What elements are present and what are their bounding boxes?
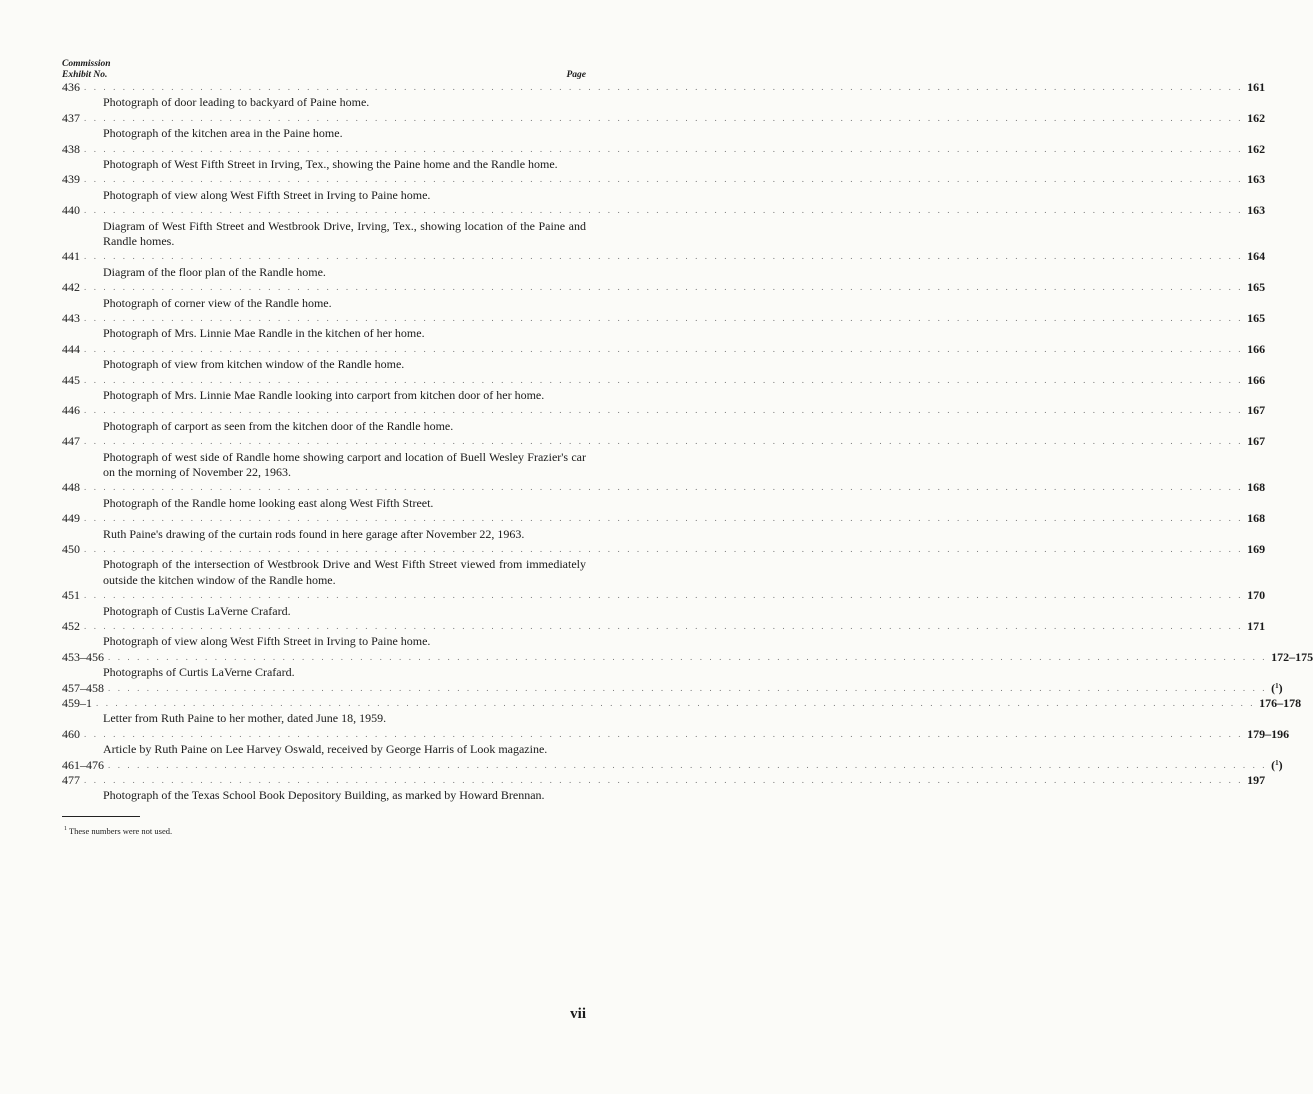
page-reference: 165 (1247, 280, 1266, 295)
exhibit-number-line (62, 310, 1266, 326)
exhibit-number: 453–456 (62, 649, 104, 664)
page-reference: 169 (1247, 541, 1266, 556)
exhibit-number-line (62, 726, 1290, 742)
page-reference: 167 (1247, 403, 1266, 418)
exhibit-number: 459–1 (62, 695, 92, 710)
dot-leader: . . . . . . . . . . . . . . . . . . . . . . . . . . . . . . . . . . . . . . . . . . . . . . . . . . . . . . . . . . . . . . . . . . . . . . . . . . . . . . . . . . . . . . . . . . . . . . . . . . . . . . . . . . . . . . . . . . . . . . . . (84, 312, 1244, 323)
dot-leader: . . . . . . . . . . . . . . . . . . . . . . . . . . . . . . . . . . . . . . . . . . . . . . . . . . . . . . . . . . . . . . . . . . . . . . . . . . . . . . . . . . . . . . . . . . . . . . . . . . . . . . . . . . . . . . . . . . . . . . . . (108, 759, 1268, 770)
dot-leader: . . . . . . . . . . . . . . . . . . . . . . . . . . . . . . . . . . . . . . . . . . . . . . . . . . . . . . . . . . . . . . . . . . . . . . . . . . . . . . . . . . . . . . . . . . . . . . . . . . . . . . . . . . . . . . . . . . . . . . . . (108, 651, 1268, 662)
exhibit-description: Letter from Ruth Paine to her mother, dated June 18, 1959. (103, 711, 387, 726)
exhibit-number-line (62, 280, 1266, 295)
dot-leader: . . . . . . . . . . . . . . . . . . . . . . . . . . . . . . . . . . . . . . . . . . . . . . . . . . . . . . . . . . . . . . . . . . . . . . . . . . . . . . . . . . . . . . . . . . . . . . . . . . . . . . . . . . . . . . . . . . . . . . . . (84, 405, 1244, 416)
dot-leader: . . . . . . . . . . . . . . . . . . . . . . . . . . . . . . . . . . . . . . . . . . . . . . . . . . . . . . . . . . . . . . . . . . . . . . . . . . . . . . . . . . . . . . . . . . . . . . . . . . . . . . . . . . . . . . . . . . . . . . . . (84, 282, 1244, 293)
exhibit-description: Photograph of view along West Fifth Street in Irving to Paine home. (103, 634, 431, 649)
dot-leader: . . . . . . . . . . . . . . . . . . . . . . . . . . . . . . . . . . . . . . . . . . . . . . . . . . . . . . . . . . . . . . . . . . . . . . . . . . . . . . . . . . . . . . . . . . . . . . . . . . . . . . . . . . . . . . . . . . . . . . . . (84, 143, 1244, 154)
dot-leader: . . . . . . . . . . . . . . . . . . . . . . . . . . . . . . . . . . . . . . . . . . . . . . . . . . . . . . . . . . . . . . . . . . . . . . . . . . . . . . . . . . . . . . . . . . . . . . . . . . . . . . . . . . . . . . . . . . . . . . . . (84, 774, 1244, 785)
page-reference: 171 (1247, 618, 1266, 633)
exhibit-number-line (62, 757, 1283, 773)
exhibit-description: Photograph of view along West Fifth Street in Irving to Paine home. (103, 187, 431, 202)
exhibit-description: Photograph of carport as seen from the kitchen door of the Randle home. (103, 418, 454, 433)
exhibit-number-line (62, 403, 1266, 418)
exhibit-description: Diagram of the floor plan of the Randle home. (103, 264, 326, 279)
exhibit-description: Photograph of door leading to backyard of Paine home. (103, 95, 370, 110)
exhibit-number-line (62, 249, 1266, 264)
column-header (62, 52, 586, 80)
exhibit-description: Ruth Paine's drawing of the curtain rods found in here garage after November 22, 1963. (103, 526, 525, 541)
page-reference: 165 (1247, 310, 1266, 325)
exhibit-number: 441 (62, 249, 80, 264)
exhibit-description: Photograph of Custis LaVerne Crafard. (103, 603, 291, 618)
page-reference: 168 (1247, 511, 1266, 526)
exhibit-entry (62, 541, 1266, 588)
page-reference: 162 (1247, 141, 1266, 156)
exhibit-number-line (62, 618, 1266, 634)
dot-leader: . . . . . . . . . . . . . . . . . . . . . . . . . . . . . . . . . . . . . . . . . . . . . . . . . . . . . . . . . . . . . . . . . . . . . . . . . . . . . . . . . . . . . . . . . . . . . . . . . . . . . . . . . . . . . . . . . . . . . . . . (84, 543, 1244, 554)
exhibit-description: Photograph of Mrs. Linnie Mae Randle looking into carport from kitchen door of her home. (103, 387, 545, 402)
page-reference: 162 (1247, 110, 1266, 125)
exhibit-number-line (62, 511, 1266, 526)
exhibit-entry (62, 249, 1266, 280)
exhibit-number: 437 (62, 110, 80, 125)
exhibit-entry (62, 403, 1266, 434)
page-reference: ($^1$) (1271, 757, 1283, 772)
page-reference: 163 (1247, 172, 1266, 187)
exhibit-number: 449 (62, 511, 80, 526)
exhibit-number: 440 (62, 203, 80, 218)
page (62, 52, 1313, 837)
exhibit-column-heading (62, 59, 111, 80)
exhibit-description: Photograph of Mrs. Linnie Mae Randle in the kitchen of her home. (103, 326, 425, 341)
dot-leader: . . . . . . . . . . . . . . . . . . . . . . . . . . . . . . . . . . . . . . . . . . . . . . . . . . . . . . . . . . . . . . . . . . . . . . . . . . . . . . . . . . . . . . . . . . . . . . . . . . . . . . . . . . . . . . . . . . . . . . . . (84, 205, 1244, 216)
exhibit-number: 448 (62, 480, 80, 495)
exhibit-number: 457–458 (62, 680, 104, 695)
exhibit-description: Photograph of the Randle home looking east along West Fifth Street. (103, 495, 434, 510)
dot-leader: . . . . . . . . . . . . . . . . . . . . . . . . . . . . . . . . . . . . . . . . . . . . . . . . . . . . . . . . . . . . . . . . . . . . . . . . . . . . . . . . . . . . . . . . . . . . . . . . . . . . . . . . . . . . . . . . . . . . . . . . (84, 251, 1244, 262)
exhibit-entry (62, 772, 1266, 804)
exhibit-entry (62, 110, 1266, 142)
exhibit-description: Article by Ruth Paine on Lee Harvey Oswald, received by George Harris of Look magazine. (103, 742, 548, 757)
exhibit-number-line (62, 434, 1266, 449)
exhibit-number-line (62, 372, 1266, 388)
dot-leader: . . . . . . . . . . . . . . . . . . . . . . . . . . . . . . . . . . . . . . . . . . . . . . . . . . . . . . . . . . . . . . . . . . . . . . . . . . . . . . . . . . . . . . . . . . . . . . . . . . . . . . . . . . . . . . . . . . . . . . . . (84, 343, 1244, 354)
page-reference: 167 (1247, 434, 1266, 449)
exhibit-number: 452 (62, 618, 80, 633)
exhibit-number-line (62, 141, 1266, 157)
heading-line-1: Commission (62, 59, 111, 69)
exhibit-list (62, 79, 1313, 804)
page-reference: ($^1$) (1271, 680, 1283, 695)
exhibit-entry (62, 341, 1266, 373)
dot-leader: . . . . . . . . . . . . . . . . . . . . . . . . . . . . . . . . . . . . . . . . . . . . . . . . . . . . . . . . . . . . . . . . . . . . . . . . . . . . . . . . . . . . . . . . . . . . . . . . . . . . . . . . . . . . . . . . . . . . . . . . (108, 682, 1268, 693)
exhibit-number: 445 (62, 372, 80, 387)
page-reference: 166 (1247, 372, 1266, 387)
exhibit-entry (62, 511, 1266, 542)
exhibit-number: 444 (62, 341, 80, 356)
exhibit-number: 447 (62, 434, 80, 449)
exhibit-number-line (62, 649, 1313, 665)
exhibit-number: 451 (62, 588, 80, 603)
exhibit-number: 460 (62, 726, 80, 741)
dot-leader: . . . . . . . . . . . . . . . . . . . . . . . . . . . . . . . . . . . . . . . . . . . . . . . . . . . . . . . . . . . . . . . . . . . . . . . . . . . . . . . . . . . . . . . . . . . . . . . . . . . . . . . . . . . . . . . . . . . . . . . . (84, 81, 1244, 92)
exhibit-number: 446 (62, 403, 80, 418)
exhibit-number: 436 (62, 79, 80, 94)
heading-line-2: Exhibit No. (62, 69, 108, 80)
exhibit-number-line (62, 772, 1266, 788)
page-reference: 172–175 (1271, 649, 1313, 664)
exhibit-entry (62, 757, 1283, 773)
exhibit-description: Photograph of West Fifth Street in Irving, Tex., showing the Paine home and the Randle home. (103, 156, 558, 171)
exhibit-number-line (62, 203, 1266, 218)
exhibit-entry (62, 141, 1266, 173)
exhibit-number-line (62, 680, 1283, 696)
page-reference: 163 (1247, 203, 1266, 218)
page-reference: 166 (1247, 341, 1266, 356)
footnote-rule (62, 816, 140, 817)
exhibit-entry (62, 79, 1266, 111)
dot-leader: . . . . . . . . . . . . . . . . . . . . . . . . . . . . . . . . . . . . . . . . . . . . . . . . . . . . . . . . . . . . . . . . . . . . . . . . . . . . . . . . . . . . . . . . . . . . . . . . . . . . . . . . . . . . . . . . . . . . . . . . (84, 374, 1244, 385)
exhibit-description: Photograph of west side of Randle home showing carport and location of Buell Wesley Frazier's car on the morning of November 22, 1963. (103, 449, 586, 479)
dot-leader: . . . . . . . . . . . . . . . . . . . . . . . . . . . . . . . . . . . . . . . . . . . . . . . . . . . . . . . . . . . . . . . . . . . . . . . . . . . . . . . . . . . . . . . . . . . . . . . . . . . . . . . . . . . . . . . . . . . . . . . . (84, 482, 1244, 493)
exhibit-entry (62, 649, 1313, 681)
exhibit-number-line (62, 541, 1266, 557)
page-reference: 164 (1247, 249, 1266, 264)
exhibit-entry (62, 280, 1266, 311)
exhibit-description: Photographs of Curtis LaVerne Crafard. (103, 665, 295, 680)
exhibit-description: Photograph of the intersection of Westbrook Drive and West Fifth Street viewed from immediately outside the kitchen window of the Randle home. (103, 557, 586, 587)
page-reference: 179–196 (1247, 726, 1290, 741)
exhibit-entry (62, 172, 1266, 203)
exhibit-entry (62, 372, 1266, 404)
exhibit-number: 443 (62, 310, 80, 325)
exhibit-entry (62, 588, 1266, 619)
dot-leader: . . . . . . . . . . . . . . . . . . . . . . . . . . . . . . . . . . . . . . . . . . . . . . . . . . . . . . . . . . . . . . . . . . . . . . . . . . . . . . . . . . . . . . . . . . . . . . . . . . . . . . . . . . . . . . . . . . . . . . . . (96, 697, 1256, 708)
exhibit-entry (62, 695, 1302, 727)
exhibit-number-line (62, 480, 1266, 495)
exhibit-description: Photograph of the Texas School Book Depository Building, as marked by Howard Brennan. (103, 788, 545, 803)
exhibit-entry (62, 680, 1283, 696)
exhibit-number: 477 (62, 772, 80, 787)
dot-leader: . . . . . . . . . . . . . . . . . . . . . . . . . . . . . . . . . . . . . . . . . . . . . . . . . . . . . . . . . . . . . . . . . . . . . . . . . . . . . . . . . . . . . . . . . . . . . . . . . . . . . . . . . . . . . . . . . . . . . . . . (84, 174, 1244, 185)
exhibit-entry (62, 726, 1290, 758)
page-reference: 197 (1247, 772, 1266, 787)
page-reference: 170 (1247, 588, 1266, 603)
exhibit-number-line (62, 79, 1266, 95)
page-reference: 168 (1247, 480, 1266, 495)
dot-leader: . . . . . . . . . . . . . . . . . . . . . . . . . . . . . . . . . . . . . . . . . . . . . . . . . . . . . . . . . . . . . . . . . . . . . . . . . . . . . . . . . . . . . . . . . . . . . . . . . . . . . . . . . . . . . . . . . . . . . . . . (84, 112, 1244, 123)
dot-leader: . . . . . . . . . . . . . . . . . . . . . . . . . . . . . . . . . . . . . . . . . . . . . . . . . . . . . . . . . . . . . . . . . . . . . . . . . . . . . . . . . . . . . . . . . . . . . . . . . . . . . . . . . . . . . . . . . . . . . . . . (84, 436, 1244, 447)
exhibit-entry (62, 618, 1266, 650)
page-column-heading: Page (566, 69, 586, 80)
exhibit-description: Diagram of West Fifth Street and Westbrook Drive, Irving, Tex., showing location of the Paine and Randle homes. (103, 218, 586, 248)
dot-leader: . . . . . . . . . . . . . . . . . . . . . . . . . . . . . . . . . . . . . . . . . . . . . . . . . . . . . . . . . . . . . . . . . . . . . . . . . . . . . . . . . . . . . . . . . . . . . . . . . . . . . . . . . . . . . . . . . . . . . . . . (84, 590, 1244, 601)
footnote: $^1$ These numbers were not used. (64, 825, 173, 836)
exhibit-number-line (62, 172, 1266, 187)
exhibit-entry (62, 203, 1266, 249)
dot-leader: . . . . . . . . . . . . . . . . . . . . . . . . . . . . . . . . . . . . . . . . . . . . . . . . . . . . . . . . . . . . . . . . . . . . . . . . . . . . . . . . . . . . . . . . . . . . . . . . . . . . . . . . . . . . . . . . . . . . . . . . (84, 620, 1244, 631)
exhibit-number: 461–476 (62, 757, 104, 772)
exhibit-number: 450 (62, 541, 80, 556)
exhibit-entry (62, 310, 1266, 342)
exhibit-number-line (62, 588, 1266, 603)
exhibit-entry (62, 434, 1266, 480)
exhibit-number: 439 (62, 172, 80, 187)
dot-leader: . . . . . . . . . . . . . . . . . . . . . . . . . . . . . . . . . . . . . . . . . . . . . . . . . . . . . . . . . . . . . . . . . . . . . . . . . . . . . . . . . . . . . . . . . . . . . . . . . . . . . . . . . . . . . . . . . . . . . . . . (84, 728, 1244, 739)
exhibit-number: 438 (62, 141, 80, 156)
page-number: vii (570, 1006, 586, 1022)
exhibit-description: Photograph of corner view of the Randle home. (103, 295, 332, 310)
exhibit-number: 442 (62, 280, 80, 295)
exhibit-number-line (62, 110, 1266, 126)
exhibit-description: Photograph of the kitchen area in the Paine home. (103, 126, 343, 141)
exhibit-number-line (62, 695, 1302, 711)
exhibit-description: Photograph of view from kitchen window of the Randle home. (103, 357, 405, 372)
page-reference: 161 (1247, 79, 1266, 94)
page-reference: 176–178 (1259, 695, 1302, 710)
dot-leader: . . . . . . . . . . . . . . . . . . . . . . . . . . . . . . . . . . . . . . . . . . . . . . . . . . . . . . . . . . . . . . . . . . . . . . . . . . . . . . . . . . . . . . . . . . . . . . . . . . . . . . . . . . . . . . . . . . . . . . . . (84, 513, 1244, 524)
exhibit-number-line (62, 341, 1266, 357)
exhibit-entry (62, 480, 1266, 511)
